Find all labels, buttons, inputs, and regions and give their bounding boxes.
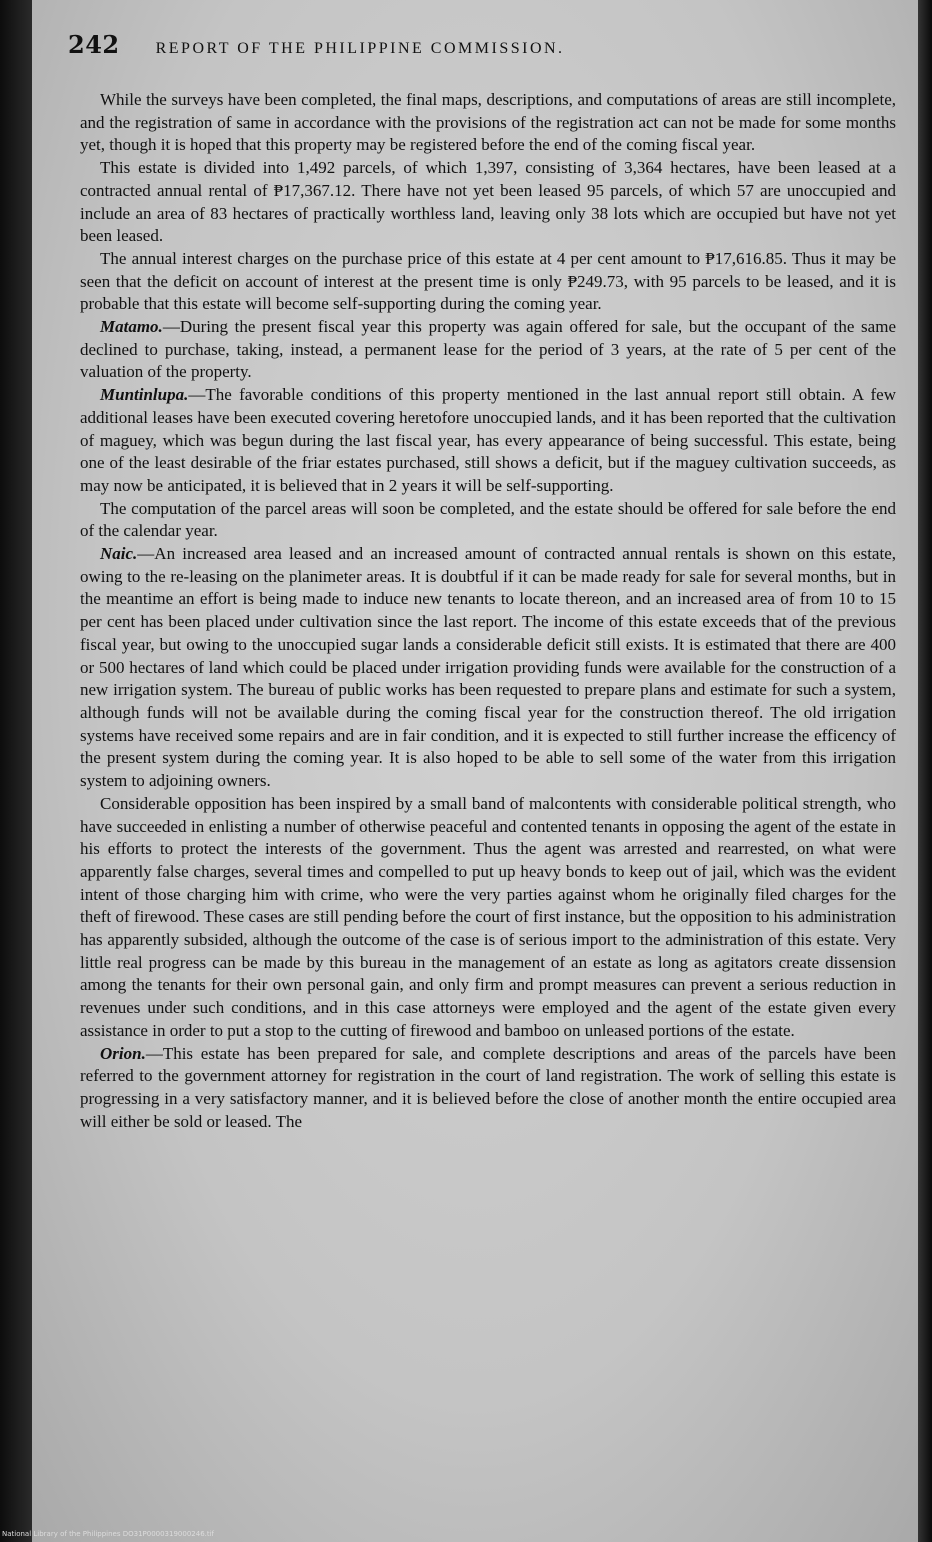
paragraph-text: —The favorable conditions of this property mentioned in the last annual report still obtain. A few additional leases have been executed covering heretofore unoccupied lands, and it has been reported that the cultivation of maguey, which was begun during the last fiscal year, has every appearance of being successful. This estate, being one of the least desirable of the friar estates purchased, still shows a deficit, but if the maguey cultivation succeeds, as may now be anticipated, it is believed that in 2 years it will be self-supporting. (80, 385, 896, 495)
paragraph-text: While the surveys have been completed, the final maps, descriptions, and computations of areas are still incomplete, and the registration of same in accordance with the provisions of the registration act can not be made for some months yet, though it is hoped that this property may be registered before the end of the coming fiscal year. (80, 90, 896, 155)
paragraph-8 (80, 793, 896, 1043)
scan-left-edge (0, 0, 32, 1542)
running-head: REPORT OF THE PHILIPPINE COMMISSION. (155, 40, 565, 57)
paragraph-text: —An increased area leased and an increased amount of contracted annual rentals is shown on this estate, owing to the re-leasing on the planimeter areas. It is doubtful if it can be made ready for sale for several months, but in the meantime an effort is being made to induce new tenants to locate thereon, and an increased area of from 10 to 15 per cent has been placed under cultivation since the last report. The income of this estate exceeds that of the previous fiscal year, but owing to the unoccupied sugar lands a considerable deficit still exists. It is estimated that there are 400 or 500 hectares of land which could be placed under irrigation providing funds were available for the construction of a new irrigation system. The bureau of public works has been requested to prepare plans and estimate for such a system, although funds will not be available during the coming fiscal year for the construction thereof. The old irrigation systems have received some repairs and are in fair condition, and it is expected to still further increase the efficency of the present system during the coming year. It is also hoped to be able to sell some of the water from this irrigation system to adjoining owners. (80, 544, 896, 791)
paragraph-lead: Matamo. (100, 317, 163, 337)
paragraph-text: Considerable opposition has been inspired by a small band of malcontents with considerable political strength, who have succeeded in enlisting a number of otherwise peaceful and contented tenants in opposing the agent of the estate in his efforts to protect the interests of the government. Thus the agent was arrested and rearrested, on what were apparently false charges, several times and compelled to put up heavy bonds to keep out of jail, which was the evident intent of those charging him with crime, who were the very parties against whom he originally filed charges for the theft of firewood. These cases are still pending before the court of first instance, but the opposition to his administration has apparently subsided, although the outcome of the case is of serious import to the administration of this estate. Very little real progress can be made by this bureau in the management of an estate as long as agitators create dissension among the tenants for their own personal gain, and only firm and prompt measures can prevent a serious reduction in revenues under such conditions, and in this case attorneys were employed and the agent of the estate given every assistance in order to put a stop to the cutting of firewood and bamboo on unleased portions of the estate. (80, 793, 896, 1040)
paragraph-3 (80, 248, 896, 316)
paragraph-text: The computation of the parcel areas will soon be completed, and the estate should be offered for sale before the end of the calendar year. (80, 498, 896, 541)
page-number: 242 (68, 30, 120, 59)
scan-right-edge (918, 0, 932, 1542)
paragraph-text: —This estate has been prepared for sale, and complete descriptions and areas of the parcels have been referred to the government attorney for registration in the court of land registration. The work of selling this estate is progressing in a very satisfactory manner, and it is believed before the close of another month the entire occupied area will either be sold or leased. The (80, 1043, 896, 1131)
paragraph-text: The annual interest charges on the purchase price of this estate at 4 per cent amount to ₱17,616.85. Thus it may be seen that the deficit on account of interest at the present time is only ₱249.73, with 95 parcels to be leased, and it is probable that this estate will become self-supporting during the coming year. (80, 248, 896, 314)
paragraph-6 (80, 498, 896, 543)
document-page (32, 0, 918, 1542)
scan-credit: National Library of the Philippines DO31P0000319000246.tif (2, 1530, 215, 1538)
paragraph-lead: Muntinlupa. (100, 385, 189, 405)
paragraph-orion (80, 1043, 896, 1134)
page-header (68, 30, 904, 59)
paragraph-naic (80, 543, 896, 793)
paragraph-text: —During the present fiscal year this property was again offered for sale, but the occupant of the same declined to purchase, taking, instead, a permanent lease for the period of 3 years, at the rate of 5 per cent of the valuation of the property. (80, 317, 896, 382)
paragraph-lead: Orion. (100, 1043, 146, 1063)
paragraph-2 (80, 157, 896, 248)
paragraph-text: This estate is divided into 1,492 parcels, of which 1,397, consisting of 3,364 hectares, have been leased at a contracted annual rental of ₱17,367.12. There have not yet been leased 95 parcels, of which 57 are unoccupied and include an area of 83 hectares of practically worthless land, leaving only 38 lots which are occupied but have not yet been leased. (80, 158, 896, 246)
paragraph-matamo (80, 316, 896, 384)
paragraph-lead: Naic. (100, 544, 138, 564)
body-text (80, 89, 896, 1133)
paragraph-1 (80, 89, 896, 157)
paragraph-muntinlupa (80, 384, 896, 498)
